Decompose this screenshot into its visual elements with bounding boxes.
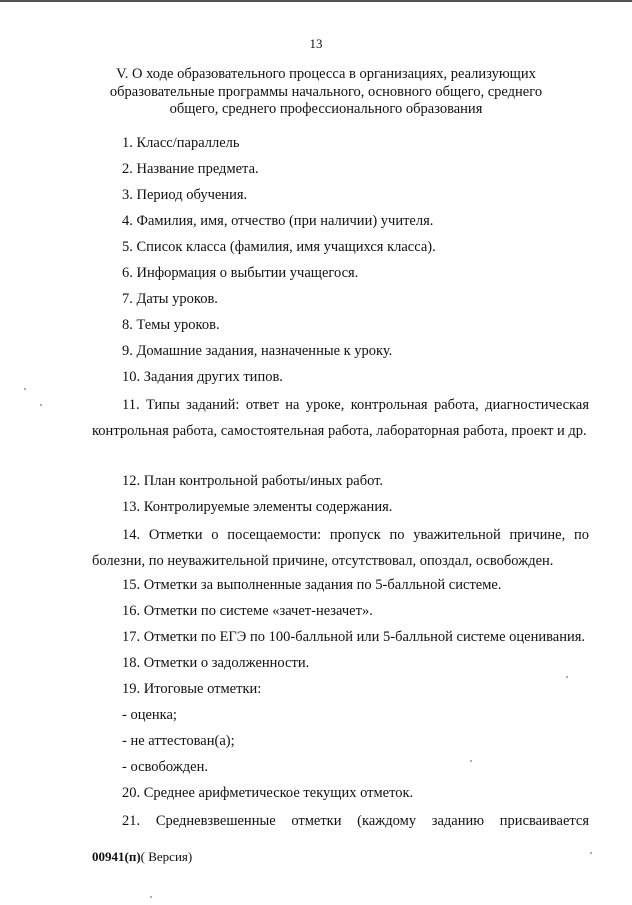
- list-item: 5. Список класса (фамилия, имя учащихся класса).: [122, 239, 436, 255]
- list-item: 3. Период обучения.: [122, 187, 248, 203]
- list-item-paragraph: 21. Средневзвешенные отметки (каждому заданию присваивается: [122, 813, 589, 829]
- page-number: 13: [309, 36, 323, 51]
- list-item: 10. Задания других типов.: [122, 369, 283, 385]
- list-item: 13. Контролируемые элементы содержания.: [122, 499, 393, 515]
- scan-speck: [590, 852, 592, 854]
- list-item-paragraph: 11. Типы заданий: ответ на уроке, контрольная работа, диагностическая контрольная работа, самостоятельная работа, лабораторная работа, проект и др.: [92, 397, 589, 439]
- list-item: 18. Отметки о задолженности.: [122, 655, 310, 671]
- list-item: 8. Темы уроков.: [122, 317, 220, 333]
- list-item: 7. Даты уроков.: [122, 291, 218, 307]
- list-item-paragraph: 14. Отметки о посещаемости: пропуск по уважительной причине, по болезни, по неуважительной причине, отсутствовал, опоздал, освобожден.: [92, 527, 589, 569]
- list-item: 1. Класс/параллель: [122, 135, 240, 151]
- scan-speck: [470, 760, 472, 762]
- list-item: 2. Название предмета.: [122, 161, 259, 177]
- document-version: ( Версия): [140, 849, 193, 864]
- list-item: 6. Информация о выбытии учащегося.: [122, 265, 359, 281]
- sub-item: - оценка;: [122, 707, 177, 723]
- scan-speck: [40, 404, 42, 406]
- scan-speck: [566, 676, 568, 678]
- scan-speck: [24, 388, 26, 390]
- list-item: 4. Фамилия, имя, отчество (при наличии) учителя.: [122, 213, 434, 229]
- list-item: 9. Домашние задания, назначенные к уроку.: [122, 343, 393, 359]
- scan-speck: [150, 896, 152, 898]
- document-code: 00941(п): [92, 849, 141, 864]
- list-item: 15. Отметки за выполненные задания по 5-балльной системе.: [122, 577, 502, 593]
- sub-item: - освобожден.: [122, 759, 208, 775]
- sub-item: - не аттестован(а);: [122, 733, 235, 749]
- list-item: 17. Отметки по ЕГЭ по 100-балльной или 5-балльной системе оценивания.: [122, 629, 586, 645]
- list-item: 12. План контрольной работы/иных работ.: [122, 473, 384, 489]
- list-item: 20. Среднее арифметическое текущих отметок.: [122, 785, 414, 801]
- section-heading: V. О ходе образовательного процесса в организациях, реализующих образовательные программы начального, основного общего, среднего общего, среднего профессионального образования: [109, 66, 543, 117]
- list-item: 19. Итоговые отметки:: [122, 681, 262, 697]
- document-footer: [92, 849, 192, 865]
- list-item: 16. Отметки по системе «зачет-незачет».: [122, 603, 373, 619]
- page-top-edge: [0, 0, 632, 2]
